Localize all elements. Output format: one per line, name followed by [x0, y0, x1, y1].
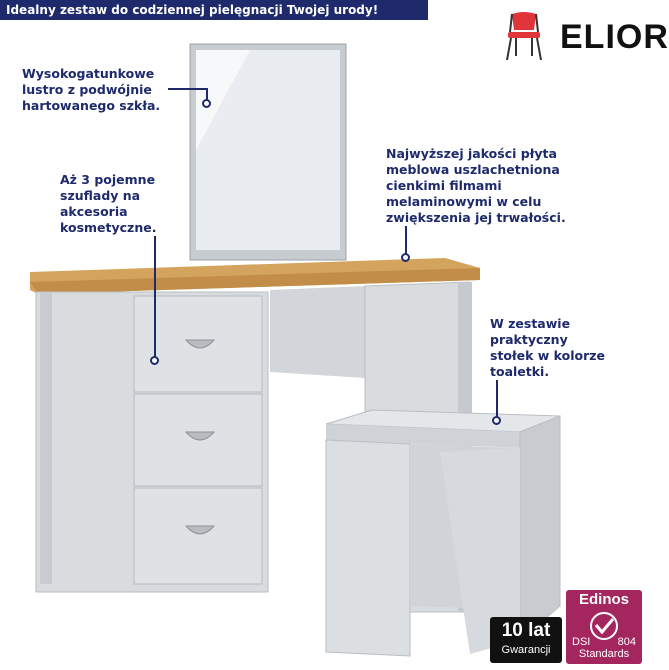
callout-dot [401, 253, 410, 262]
drawer-3 [134, 488, 262, 584]
warranty-badge: 10 lat Gwarancji [490, 617, 562, 663]
callout-line [154, 236, 156, 358]
callout-dot [492, 416, 501, 425]
promo-banner: Idealny zestaw do codziennej pielęgnacji Twojej urody! [0, 0, 428, 20]
callout-line [405, 226, 407, 254]
callout-drawers: Aż 3 pojemne szuflady na akcesoria kosmetyczne. [60, 172, 157, 235]
edinos-standards-badge: Edinos DSI 804 Standards [566, 590, 642, 664]
callout-line [168, 88, 208, 90]
callout-mirror: Wysokogatunkowe lustro z podwójnie hartowanego szkła. [22, 66, 161, 113]
callout-board: Najwyższej jakości płyta meblowa uszlachetniona cienkimi filmami melaminowymi w celu zwiększenia jej trwałości. [386, 146, 566, 225]
callout-stool: W zestawie praktyczny stołek w kolorze toaletki. [490, 316, 606, 379]
callout-dot [150, 356, 159, 365]
callout-line [496, 380, 498, 418]
mirror [190, 44, 346, 260]
callout-dot [202, 99, 211, 108]
brand-name: ELIOR [560, 18, 669, 56]
